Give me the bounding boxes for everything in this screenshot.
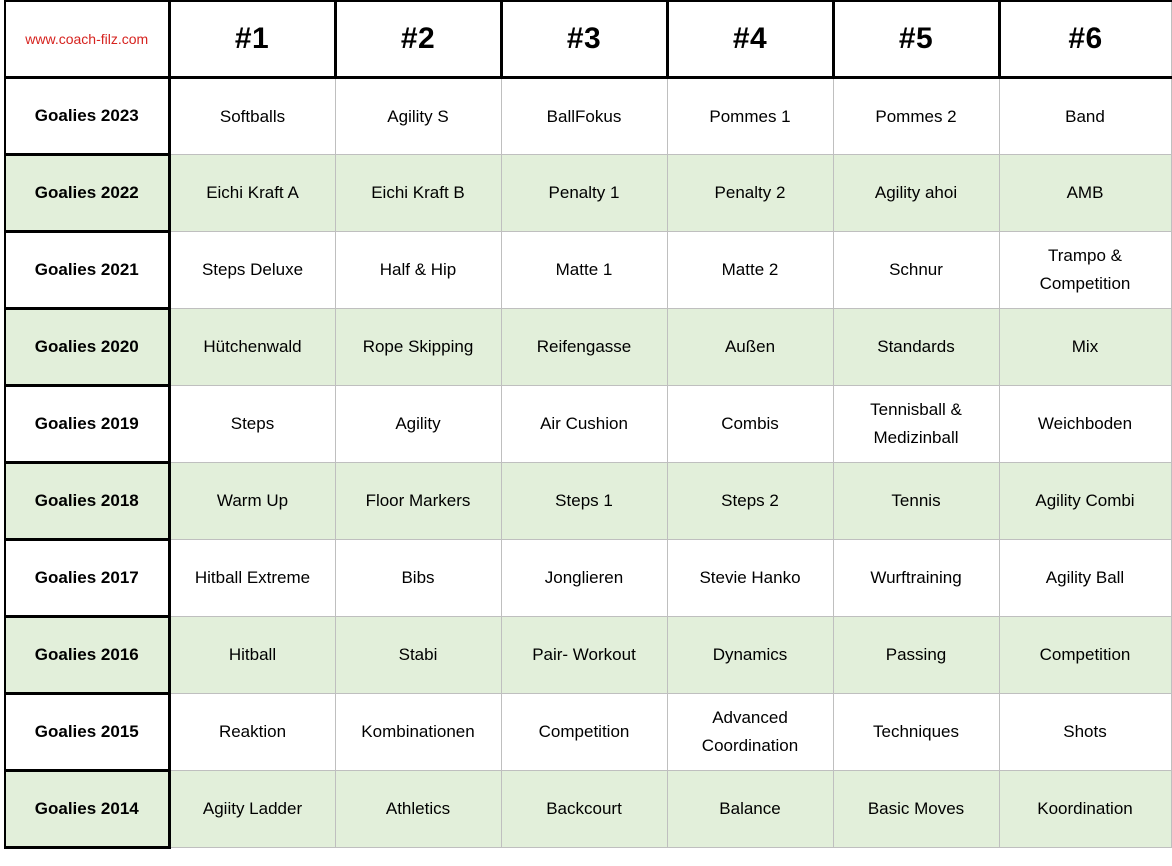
table-cell xyxy=(501,309,667,386)
table-cell xyxy=(999,463,1171,540)
cell-text: Competition xyxy=(538,722,630,741)
column-header-4: #4 xyxy=(667,1,833,78)
table-cell xyxy=(667,386,833,463)
cell-text: Pair- Workout xyxy=(532,645,636,664)
cell-text: Koordination xyxy=(1037,799,1133,818)
cell-text: Passing xyxy=(885,645,947,664)
cell-text: Balance xyxy=(719,799,781,818)
cell-text: Agility ahoi xyxy=(874,183,958,202)
cell-text: Matte 1 xyxy=(555,260,613,279)
table-cell xyxy=(999,232,1171,309)
table-cell xyxy=(667,617,833,694)
cell-text: Softballs xyxy=(219,106,286,126)
cell-text: Reifengasse xyxy=(536,337,632,356)
table-cell xyxy=(501,78,667,155)
cell-text: Pommes 1 xyxy=(709,106,791,126)
table-cell xyxy=(169,232,335,309)
row-header-goalies: Goalies 2021 xyxy=(5,232,169,309)
cell-text: Agility xyxy=(395,414,441,433)
column-header-1: #1 xyxy=(169,1,335,78)
cell-text: Mix xyxy=(1071,337,1099,356)
table-cell xyxy=(501,617,667,694)
column-header-5: #5 xyxy=(833,1,999,78)
cell-text: Bibs xyxy=(401,568,435,587)
cell-text: Agility Combi xyxy=(1035,491,1135,510)
table-cell xyxy=(667,78,833,155)
cell-text: Medizinball xyxy=(873,428,959,447)
cell-text: Basic Moves xyxy=(867,799,965,818)
table-cell xyxy=(833,232,999,309)
table-cell xyxy=(999,78,1171,155)
cell-text: Schnur xyxy=(889,260,943,279)
cell-text: Penalty 2 xyxy=(714,183,786,202)
cell-text: Tennisball & xyxy=(870,400,962,419)
cell-text: Half & Hip xyxy=(379,260,457,279)
cell-text: Weichboden xyxy=(1037,414,1133,433)
coach-filz-link[interactable]: www.coach-filz.com xyxy=(5,1,169,78)
table-cell xyxy=(169,155,335,232)
table-row xyxy=(5,78,1171,155)
table-cell xyxy=(335,232,501,309)
table-cell xyxy=(999,694,1171,771)
table-cell xyxy=(335,540,501,617)
table-cell xyxy=(667,540,833,617)
table-cell xyxy=(169,463,335,540)
cell-text: BallFokus xyxy=(546,106,622,126)
cell-text: Penalty 1 xyxy=(548,183,620,202)
cell-text: Steps Deluxe xyxy=(201,260,304,279)
table-cell xyxy=(833,78,999,155)
cell-text: Stabi xyxy=(398,645,438,664)
table-cell xyxy=(667,694,833,771)
table-row xyxy=(5,617,1171,694)
cell-text: Shots xyxy=(1063,722,1107,741)
table-cell xyxy=(501,232,667,309)
table-cell xyxy=(999,771,1171,848)
cell-text: Kombinationen xyxy=(361,722,475,741)
table-cell xyxy=(999,155,1171,232)
cell-text: AMB xyxy=(1066,183,1104,202)
table-cell xyxy=(999,309,1171,386)
table-cell xyxy=(833,386,999,463)
table-cell xyxy=(335,155,501,232)
table-cell xyxy=(169,309,335,386)
table-cell xyxy=(833,309,999,386)
cell-text: Hitball Extreme xyxy=(194,568,311,587)
cell-text: Coordination xyxy=(701,736,799,755)
table-cell xyxy=(501,540,667,617)
table-cell xyxy=(833,463,999,540)
table-cell xyxy=(833,771,999,848)
cell-text: Agiity Ladder xyxy=(202,799,303,818)
table-cell xyxy=(667,232,833,309)
cell-text: Wurftraining xyxy=(870,568,962,587)
table-row xyxy=(5,309,1171,386)
cell-text: Steps xyxy=(230,414,275,433)
table-cell xyxy=(169,78,335,155)
table-cell xyxy=(335,771,501,848)
table-cell xyxy=(501,463,667,540)
cell-text: Trampo & xyxy=(1047,246,1122,265)
table-cell xyxy=(335,78,501,155)
cell-text: Band xyxy=(1065,106,1105,126)
cell-text: Advanced xyxy=(712,708,788,727)
cell-text: Athletics xyxy=(385,799,451,818)
table-cell xyxy=(501,155,667,232)
column-header-3: #3 xyxy=(501,1,667,78)
table-cell xyxy=(999,617,1171,694)
column-header-6: #6 xyxy=(999,1,1171,78)
cell-text: Techniques xyxy=(872,722,959,741)
table-row xyxy=(5,386,1171,463)
cell-text: Eichi Kraft A xyxy=(206,183,299,202)
table-cell xyxy=(169,617,335,694)
cell-text: Tennis xyxy=(891,491,941,510)
cell-text: Steps 1 xyxy=(555,491,613,510)
table-cell xyxy=(833,694,999,771)
table-cell xyxy=(667,771,833,848)
table-row xyxy=(5,463,1171,540)
table-cell xyxy=(335,694,501,771)
cell-text: Dynamics xyxy=(712,645,788,664)
table-row xyxy=(5,771,1171,848)
table-row xyxy=(5,155,1171,232)
table-cell xyxy=(833,540,999,617)
table-cell xyxy=(335,463,501,540)
table-cell xyxy=(169,386,335,463)
cell-text: Competition xyxy=(1039,645,1131,664)
table-cell xyxy=(169,694,335,771)
cell-text: Air Cushion xyxy=(540,414,628,433)
cell-text: Competition xyxy=(1039,274,1131,293)
table-cell xyxy=(335,386,501,463)
table-cell xyxy=(833,155,999,232)
row-header-goalies: Goalies 2014 xyxy=(5,771,169,848)
cell-text: Jonglieren xyxy=(544,568,624,587)
cell-text: Reaktion xyxy=(218,722,287,741)
cell-text: Combis xyxy=(721,414,779,433)
cell-text: Stevie Hanko xyxy=(699,568,801,587)
cell-text: Außen xyxy=(724,337,776,356)
table-cell xyxy=(501,386,667,463)
table-cell xyxy=(335,309,501,386)
cell-text: Steps 2 xyxy=(721,491,779,510)
cell-text: Hitball xyxy=(228,645,277,664)
cell-text: Floor Markers xyxy=(365,491,471,510)
training-table xyxy=(4,0,1172,849)
cell-text: Agility Ball xyxy=(1045,568,1125,587)
table-cell xyxy=(501,694,667,771)
cell-text: Backcourt xyxy=(546,799,622,818)
table-cell xyxy=(833,617,999,694)
cell-text: Pommes 2 xyxy=(875,106,957,126)
row-header-goalies: Goalies 2016 xyxy=(5,617,169,694)
row-header-goalies: Goalies 2023 xyxy=(5,78,169,155)
cell-text: Agility S xyxy=(387,106,449,126)
row-header-goalies: Goalies 2019 xyxy=(5,386,169,463)
table-cell xyxy=(999,540,1171,617)
cell-text: Standards xyxy=(877,337,955,356)
table-cell xyxy=(999,386,1171,463)
header-row xyxy=(5,1,1171,78)
table-row xyxy=(5,694,1171,771)
cell-text: Matte 2 xyxy=(721,260,779,279)
cell-text: Hütchenwald xyxy=(203,337,302,356)
table-cell xyxy=(169,771,335,848)
row-header-goalies: Goalies 2018 xyxy=(5,463,169,540)
cell-text: Warm Up xyxy=(216,491,289,510)
table-cell xyxy=(335,617,501,694)
table-row xyxy=(5,232,1171,309)
row-header-goalies: Goalies 2015 xyxy=(5,694,169,771)
row-header-goalies: Goalies 2017 xyxy=(5,540,169,617)
row-header-goalies: Goalies 2022 xyxy=(5,155,169,232)
table-cell xyxy=(667,309,833,386)
table-cell xyxy=(667,463,833,540)
table-cell xyxy=(501,771,667,848)
table-cell xyxy=(169,540,335,617)
table-body xyxy=(5,1,1171,848)
row-header-goalies: Goalies 2020 xyxy=(5,309,169,386)
cell-text: Eichi Kraft B xyxy=(371,183,465,202)
cell-text: Rope Skipping xyxy=(362,337,474,356)
table-row xyxy=(5,540,1171,617)
table-cell xyxy=(667,155,833,232)
column-header-2: #2 xyxy=(335,1,501,78)
